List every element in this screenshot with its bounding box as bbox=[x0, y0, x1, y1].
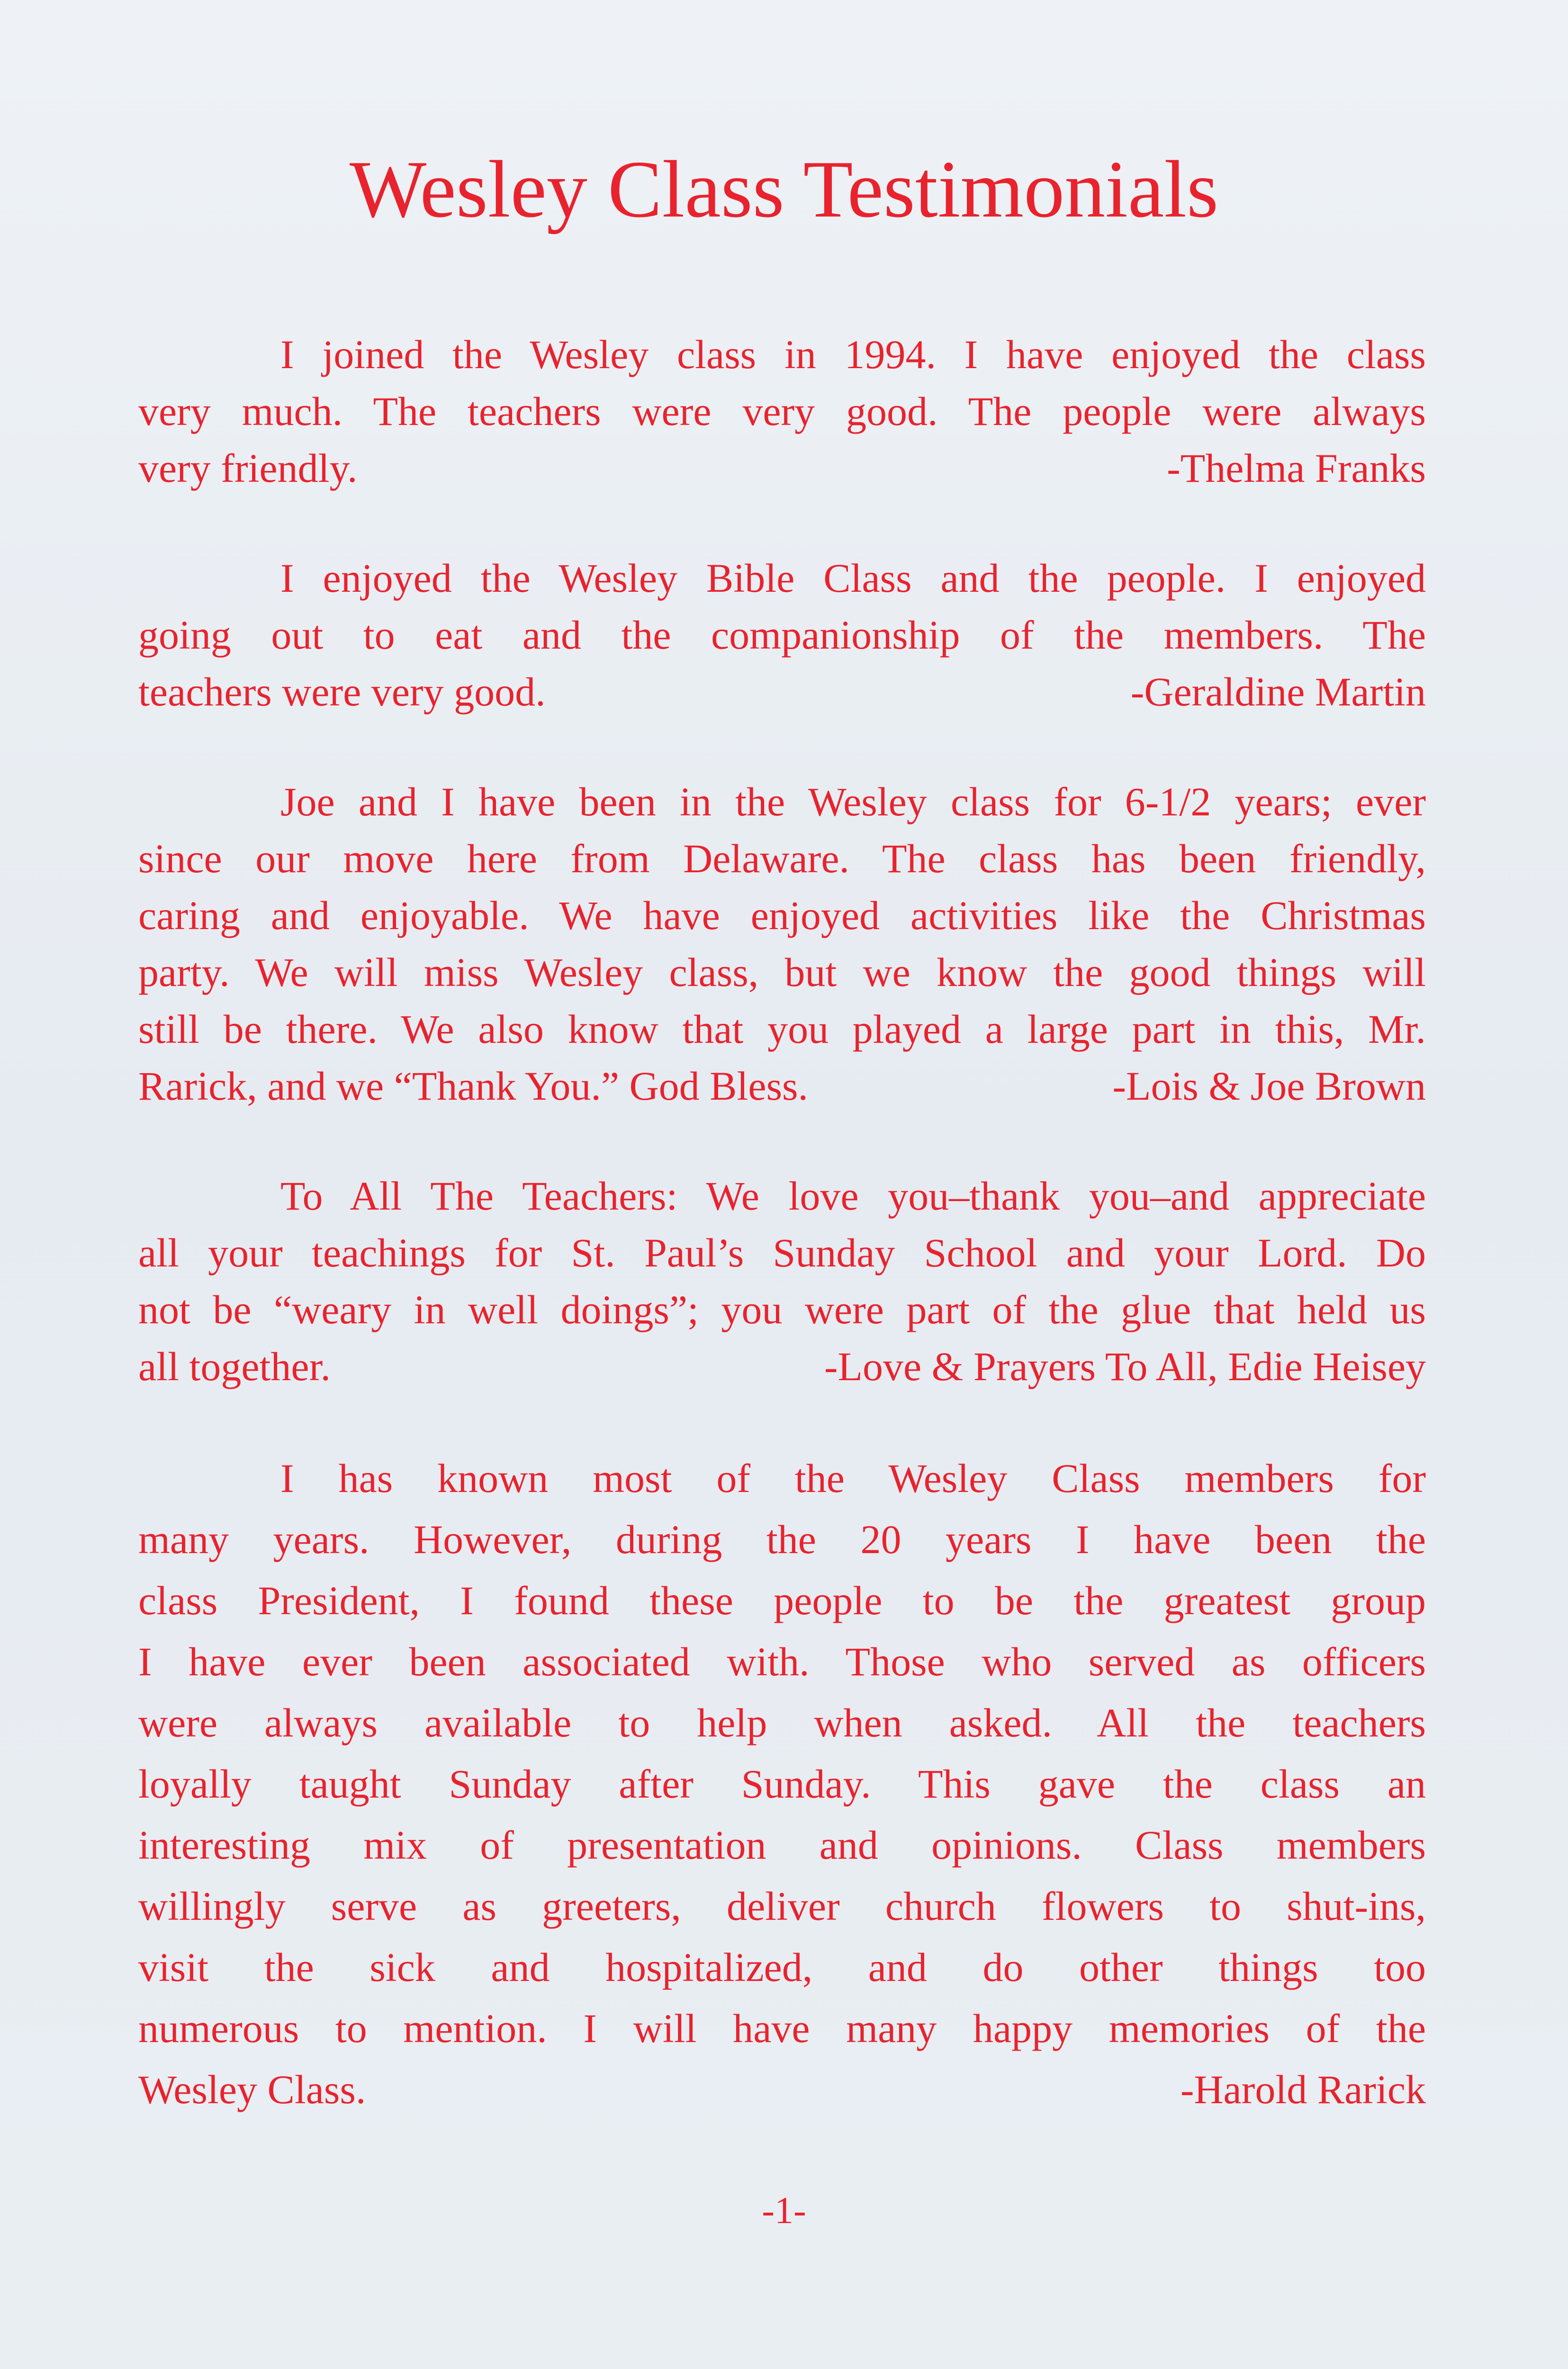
last-line-row bbox=[138, 2059, 1426, 2120]
text-line: interesting mix of presentation and opinions. Class members bbox=[138, 1822, 1426, 1868]
testimonial-paragraph bbox=[138, 1167, 1426, 1395]
text-line: teachers were very good. bbox=[138, 669, 546, 714]
text-line: not be “weary in well doings”; you were part of the glue that held us bbox=[138, 1287, 1426, 1332]
text-line: visit the sick and hospitalized, and do other things too bbox=[138, 1944, 1426, 1990]
signature: -Geraldine Martin bbox=[1130, 669, 1426, 714]
last-line-row bbox=[138, 440, 1426, 497]
text-line: caring and enjoyable. We have enjoyed activities like the Christmas bbox=[138, 893, 1426, 938]
text-line: going out to eat and the companionship of the members. The bbox=[138, 612, 1426, 658]
text-line: were always available to help when asked. All the teachers bbox=[138, 1700, 1426, 1745]
signature: -Thelma Franks bbox=[1167, 445, 1426, 491]
text-line: I joined the Wesley class in 1994. I have enjoyed the class bbox=[280, 332, 1426, 377]
text-line: numerous to mention. I will have many happy memories of the bbox=[138, 2006, 1426, 2051]
text-line: To All The Teachers: We love you–thank you–and appreciate bbox=[280, 1173, 1426, 1219]
signature: -Harold Rarick bbox=[1180, 2067, 1426, 2112]
text-line: party. We will miss Wesley class, but we know the good things will bbox=[138, 949, 1426, 995]
text-line: many years. However, during the 20 years I have been the bbox=[138, 1517, 1426, 1562]
text-line: class President, I found these people to be the greatest group bbox=[138, 1578, 1426, 1623]
text-line: willingly serve as greeters, deliver church flowers to shut-ins, bbox=[138, 1883, 1426, 1929]
text-line: since our move here from Delaware. The class has been friendly, bbox=[138, 836, 1426, 881]
text-line: all your teachings for St. Paul’s Sunday School and your Lord. Do bbox=[138, 1230, 1426, 1275]
testimonials-list bbox=[0, 326, 1568, 2120]
text-line: I enjoyed the Wesley Bible Class and the people. I enjoyed bbox=[280, 555, 1426, 601]
signature: -Love & Prayers To All, Edie Heisey bbox=[824, 1344, 1426, 1389]
text-line: I has known most of the Wesley Class members for bbox=[280, 1456, 1426, 1501]
text-line: all together. bbox=[138, 1344, 331, 1389]
last-line-row bbox=[138, 663, 1426, 720]
text-line: Rarick, and we “Thank You.” God Bless. bbox=[138, 1063, 809, 1109]
testimonial-paragraph bbox=[138, 550, 1426, 720]
testimonial-paragraph bbox=[138, 1448, 1426, 2120]
last-line-row bbox=[138, 1338, 1426, 1395]
testimonial-paragraph bbox=[138, 326, 1426, 497]
text-line: very much. The teachers were very good. The people were always bbox=[138, 389, 1426, 434]
page-title: Wesley Class Testimonials bbox=[349, 145, 1219, 235]
text-line: Joe and I have been in the Wesley class for 6-1/2 years; ever bbox=[280, 779, 1426, 824]
testimonial-paragraph bbox=[138, 773, 1426, 1114]
last-line-row bbox=[138, 1058, 1426, 1114]
signature: -Lois & Joe Brown bbox=[1112, 1063, 1426, 1109]
text-line: still be there. We also know that you played a large part in this, Mr. bbox=[138, 1006, 1426, 1052]
text-line: loyally taught Sunday after Sunday. This gave the class an bbox=[138, 1761, 1426, 1807]
text-line: very friendly. bbox=[138, 445, 358, 491]
text-line: Wesley Class. bbox=[138, 2067, 366, 2112]
text-line: I have ever been associated with. Those who served as officers bbox=[138, 1639, 1426, 1684]
page-number: -1- bbox=[762, 2190, 806, 2232]
